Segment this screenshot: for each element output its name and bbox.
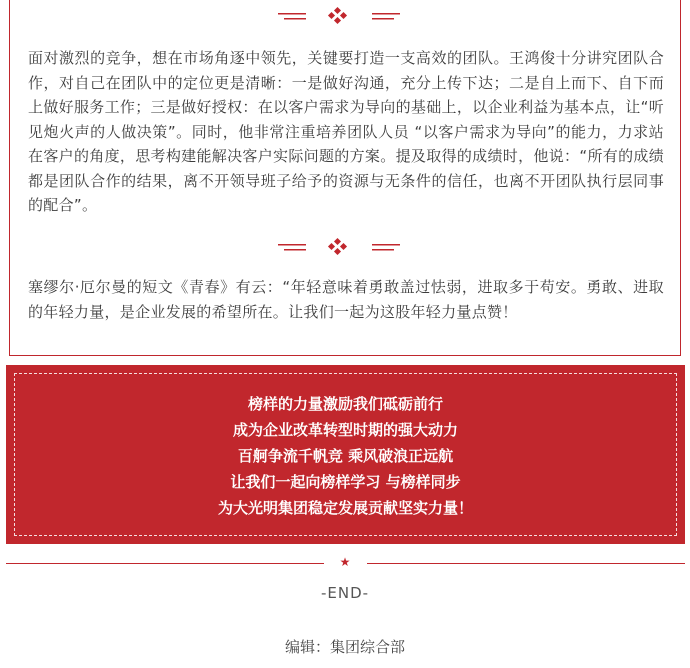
slogan-banner xyxy=(6,365,685,544)
paragraph-youth-quote: 塞缪尔·厄尔曼的短文《青春》有云：“年轻意味着勇敢盖过怯弱，进取多于苟安。勇敢、进取的年轻力量，是企业发展的希望所在。让我们一起为这股年轻力量点赞！ xyxy=(28,278,664,321)
ornament-divider-middle xyxy=(10,235,680,257)
end-marker: -END- xyxy=(320,584,370,602)
slogan-line: 榜样的力量激励我们砥砺前行 xyxy=(247,395,443,413)
diamond-ornament-icon xyxy=(275,4,415,26)
slogan-line: 成为企业改革转型时期的强大动力 xyxy=(232,421,458,439)
divider-line-left xyxy=(6,563,324,564)
diamond-ornament-icon xyxy=(275,235,415,257)
slogan-line: 为大光明集团稳定发展贡献坚实力量！ xyxy=(217,499,473,517)
paragraph-teamwork: 面对激烈的竞争，想在市场角逐中领先，关键要打造一支高效的团队。王鸿俊十分讲究团队合作，对自己在团队中的定位更是清晰：一是做好沟通，充分上传下达；二是自上而下、自下而上做好服务工作；三是做好授权：在以客户需求为导向的基础上，以企业利益为基本点，让“听见炮火声的人做决策”。同时，他非常注重培养团队人员 “以客户需求为导向”的能力，力求站在客户的角度，思考构建能解决客户实际问题的方案。提及取得的成绩时，他说：“所有的成绩都是团队合作的结果，离不开领导班子给予的资源与无条件的信任，也离不开团队执行层同事的配合”。 xyxy=(28,49,664,214)
star-divider xyxy=(6,556,685,570)
ornament-divider-top xyxy=(10,4,680,26)
slogan-line: 百舸争流千帆竞 乘风破浪正远航 xyxy=(237,447,454,465)
editor-credit: 编辑：集团综合部 xyxy=(284,638,405,656)
divider-line-right xyxy=(367,563,685,564)
article-frame xyxy=(9,0,681,356)
slogan-line: 让我们一起向榜样学习 与榜样同步 xyxy=(230,473,461,491)
star-icon: ★ xyxy=(339,555,351,569)
